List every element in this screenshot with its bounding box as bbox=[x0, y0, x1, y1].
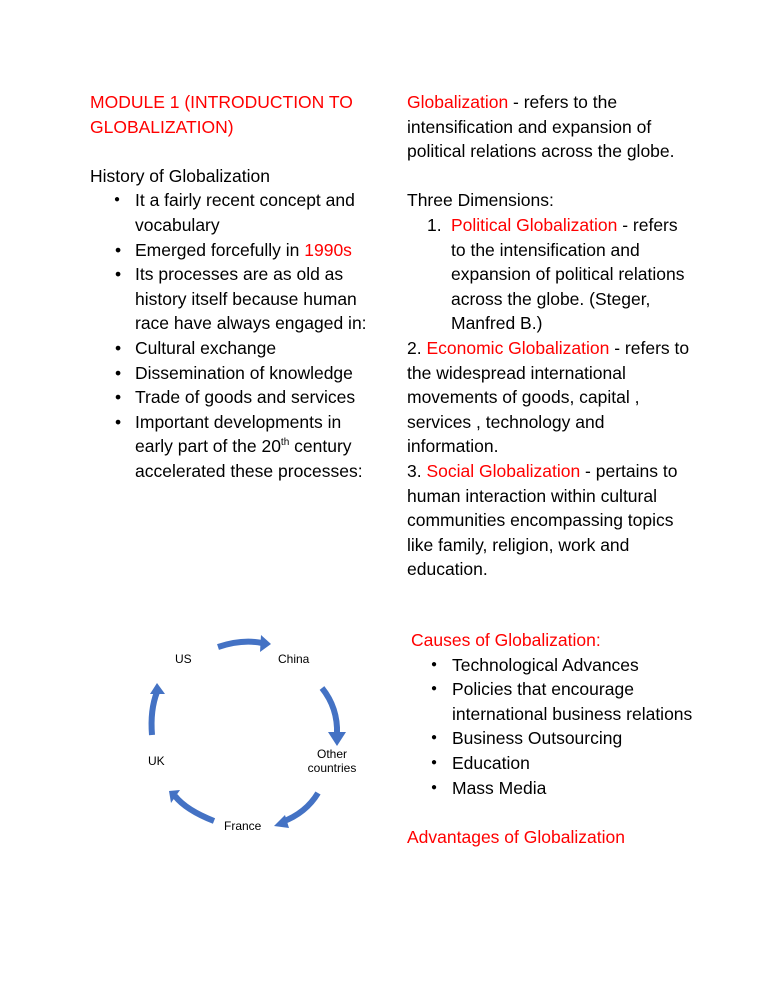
cycle-arrow-group bbox=[152, 642, 338, 822]
term-economic: Economic Globalization bbox=[426, 337, 610, 358]
causes-section bbox=[407, 628, 697, 849]
term-social: Social Globalization bbox=[426, 460, 581, 481]
list-item bbox=[90, 188, 370, 237]
list-item bbox=[90, 238, 370, 263]
list-item bbox=[90, 361, 370, 386]
list-item bbox=[90, 385, 370, 410]
arrow-uk-us bbox=[152, 692, 157, 735]
list-item: ● Mass Media bbox=[407, 776, 697, 801]
dimension-economic bbox=[407, 336, 697, 459]
module-title: MODULE 1 (INTRODUCTION TO GLOBALIZATION) bbox=[90, 92, 353, 137]
bullet-text: Cultural exchange bbox=[135, 337, 277, 358]
causes-list bbox=[407, 653, 697, 801]
cycle-arrows bbox=[130, 630, 380, 840]
globalization-definition bbox=[407, 90, 697, 164]
arrow-other-france bbox=[282, 793, 318, 822]
node-uk: UK bbox=[148, 754, 165, 768]
bullet-text: It a fairly recent concept and vocabulary bbox=[135, 190, 355, 235]
list-item: ● Policies that encourage international business relations bbox=[407, 677, 697, 726]
bullet-text-tail: century accelerated these processes: bbox=[135, 436, 363, 481]
list-number: 1. bbox=[427, 214, 442, 235]
list-item bbox=[90, 262, 370, 336]
list-number: 2. bbox=[407, 337, 422, 358]
bullet-text: Its processes are as old as history itself because human race have always engaged in: bbox=[135, 264, 367, 334]
advantages-heading: Advantages of Globalization bbox=[407, 826, 625, 847]
list-item: ● Business Outsourcing bbox=[407, 726, 697, 751]
dimensions-heading: Three Dimensions: bbox=[407, 190, 554, 211]
definition-text: - refers to the intensification and expansion of political relations across the globe. (Steger, Manfred B.) bbox=[451, 214, 685, 334]
list-item: ● Education bbox=[407, 751, 697, 776]
bullet-highlight: 1990s bbox=[304, 239, 352, 260]
list-number: 3. bbox=[407, 460, 422, 481]
definition-text: - pertains to human interaction within cultural communities encompassing topics like family, religion, work and education. bbox=[407, 460, 678, 580]
bullet-text: Dissemination of knowledge bbox=[135, 362, 353, 383]
definition-text: - refers to the intensification and expansion of political relations across the globe. bbox=[407, 92, 675, 162]
node-china: China bbox=[278, 652, 310, 666]
node-other-countries: Other countries bbox=[307, 747, 357, 775]
left-column bbox=[90, 90, 370, 484]
arrowhead-icon bbox=[150, 683, 165, 694]
right-column bbox=[407, 90, 697, 582]
bullet-text: Trade of goods and services bbox=[135, 387, 356, 408]
history-bullet-list bbox=[90, 188, 370, 483]
dimensions-list bbox=[407, 213, 697, 336]
bullet-text: Important developments in early part of the 20 bbox=[135, 411, 342, 457]
list-item bbox=[90, 410, 370, 484]
cycle-diagram bbox=[130, 630, 380, 840]
list-item bbox=[407, 213, 697, 336]
arrowhead-icon bbox=[328, 732, 346, 746]
arrowhead-icon bbox=[260, 635, 271, 652]
list-item: ● Technological Advances bbox=[407, 653, 697, 678]
node-us: US bbox=[175, 652, 192, 666]
causes-heading: Causes of Globalization: bbox=[411, 630, 601, 650]
node-france: France bbox=[224, 819, 262, 833]
bullet-text: Emerged forcefully in bbox=[135, 239, 305, 260]
term-globalization: Globalization bbox=[407, 92, 509, 112]
history-heading: History of Globalization bbox=[90, 165, 270, 186]
definition-text: - refers to the widespread international movements of goods, capital , services , technology and information. bbox=[407, 337, 690, 457]
arrow-france-uk bbox=[175, 796, 214, 821]
superscript: th bbox=[280, 437, 290, 449]
list-item bbox=[90, 336, 370, 361]
arrow-us-china bbox=[218, 642, 262, 647]
term-political: Political Globalization bbox=[451, 214, 618, 235]
dimension-social bbox=[407, 459, 697, 582]
arrow-china-other bbox=[322, 688, 337, 734]
